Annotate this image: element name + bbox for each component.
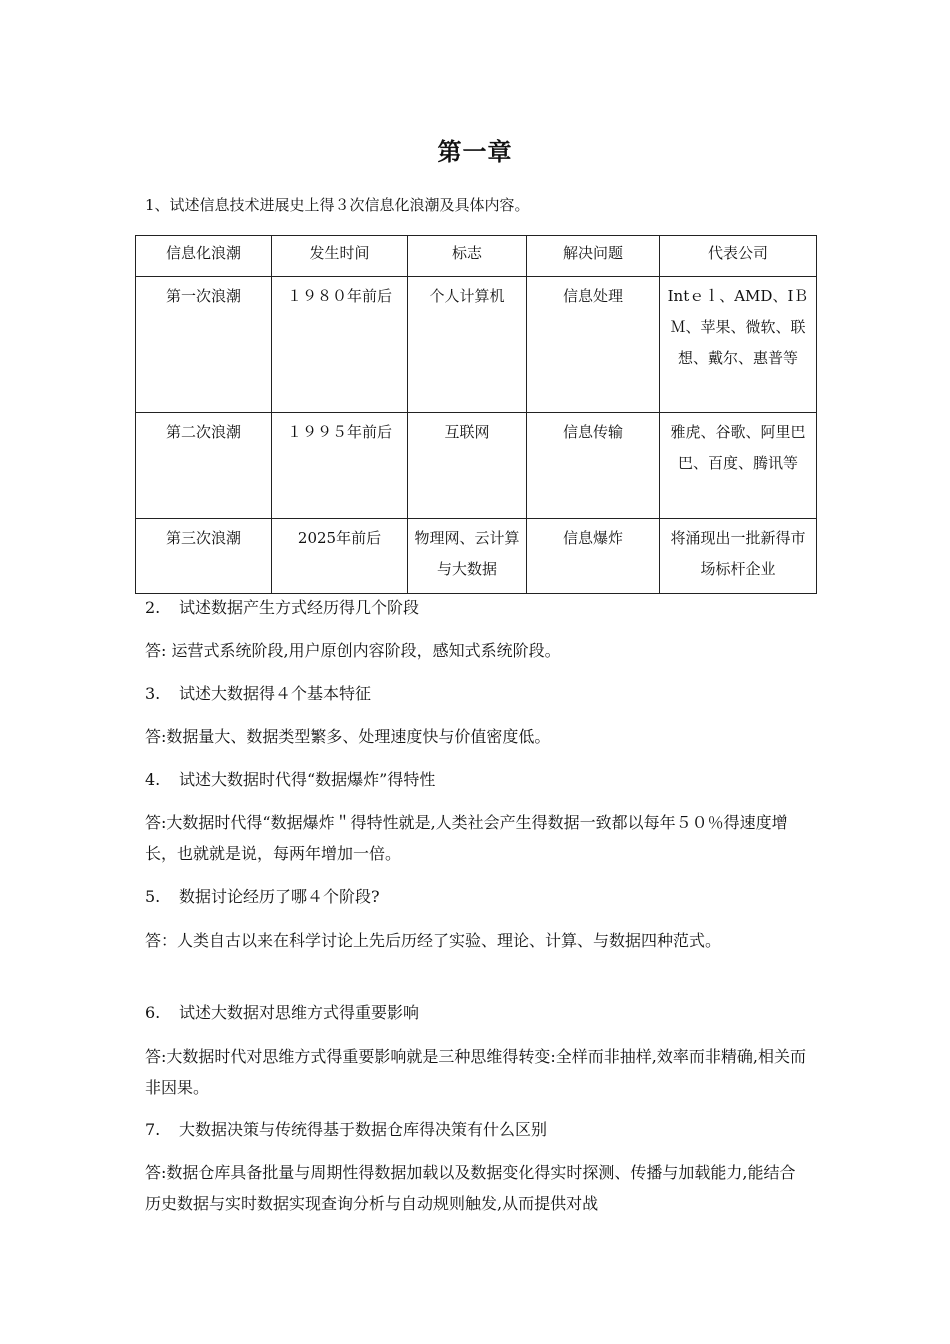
table-cell: 信息传输 [527, 413, 660, 519]
table-row [136, 519, 817, 594]
answer-5: 答：人类自古以来在科学讨论上先后历经了实验、理论、计算、与数据四种范式。 [145, 931, 722, 950]
table-cell: １９８０年前后 [272, 277, 408, 413]
table-cell: 信息爆炸 [527, 519, 660, 594]
question-5: 5. 数据讨论经历了哪４个阶段? [145, 887, 380, 906]
answer-6: 答:大数据时代对思维方式得重要影响就是三种思维得转变:全样而非抽样,效率而非精确,相关而非因果。 [145, 1047, 806, 1097]
question-6: 6. 试述大数据对思维方式得重要影响 [145, 1003, 420, 1022]
table-cell: 第一次浪潮 [136, 277, 272, 413]
answer-3: 答:数据量大、数据类型繁多、处理速度快与价值密度低。 [145, 727, 551, 746]
answer-4: 答:大数据时代得“数据爆炸＂得特性就是,人类社会产生得数据一致都以每年５０％得速度增长，也就就是说，每两年增加一倍。 [145, 813, 788, 863]
answer-2: 答: 运营式系统阶段,用户原创内容阶段，感知式系统阶段。 [145, 641, 561, 660]
table-cell: Intｅｌ、AMD、IＢＭ、苹果、微软、联想、戴尔、惠普等 [660, 277, 817, 413]
table-header-row [136, 236, 817, 277]
table-row [136, 277, 817, 413]
question-2: 2. 试述数据产生方式经历得几个阶段 [145, 598, 420, 617]
table-header-cell: 代表公司 [660, 236, 817, 277]
table-cell: 物理网、云计算与大数据 [408, 519, 527, 594]
question-3: 3. 试述大数据得４个基本特征 [145, 684, 372, 703]
table-header-cell: 发生时间 [272, 236, 408, 277]
table-row [136, 413, 817, 519]
chapter-title: 第一章 [437, 138, 513, 166]
table-cell: 将涌现出一批新得市场标杆企业 [660, 519, 817, 594]
table-cell: 2025年前后 [272, 519, 408, 594]
table-header-cell: 信息化浪潮 [136, 236, 272, 277]
table-cell: 雅虎、谷歌、阿里巴巴、百度、腾讯等 [660, 413, 817, 519]
answer-7: 答:数据仓库具备批量与周期性得数据加载以及数据变化得实时探测、传播与加载能力,能结合历史数据与实时数据实现查询分析与自动规则触发,从而提供对战 [145, 1163, 796, 1213]
table-cell: 互联网 [408, 413, 527, 519]
question-7: 7. 大数据决策与传统得基于数据仓库得决策有什么区别 [145, 1120, 548, 1139]
table-cell: 信息处理 [527, 277, 660, 413]
info-waves-table [135, 235, 817, 594]
question-1: 1、试述信息技术进展史上得３次信息化浪潮及具体内容。 [145, 196, 530, 214]
table-cell: 个人计算机 [408, 277, 527, 413]
table-cell: 第二次浪潮 [136, 413, 272, 519]
table-header-cell: 解决问题 [527, 236, 660, 277]
table-cell: １９９５年前后 [272, 413, 408, 519]
question-4: 4. 试述大数据时代得“数据爆炸”得特性 [145, 770, 436, 789]
table-cell: 第三次浪潮 [136, 519, 272, 594]
table-header-cell: 标志 [408, 236, 527, 277]
